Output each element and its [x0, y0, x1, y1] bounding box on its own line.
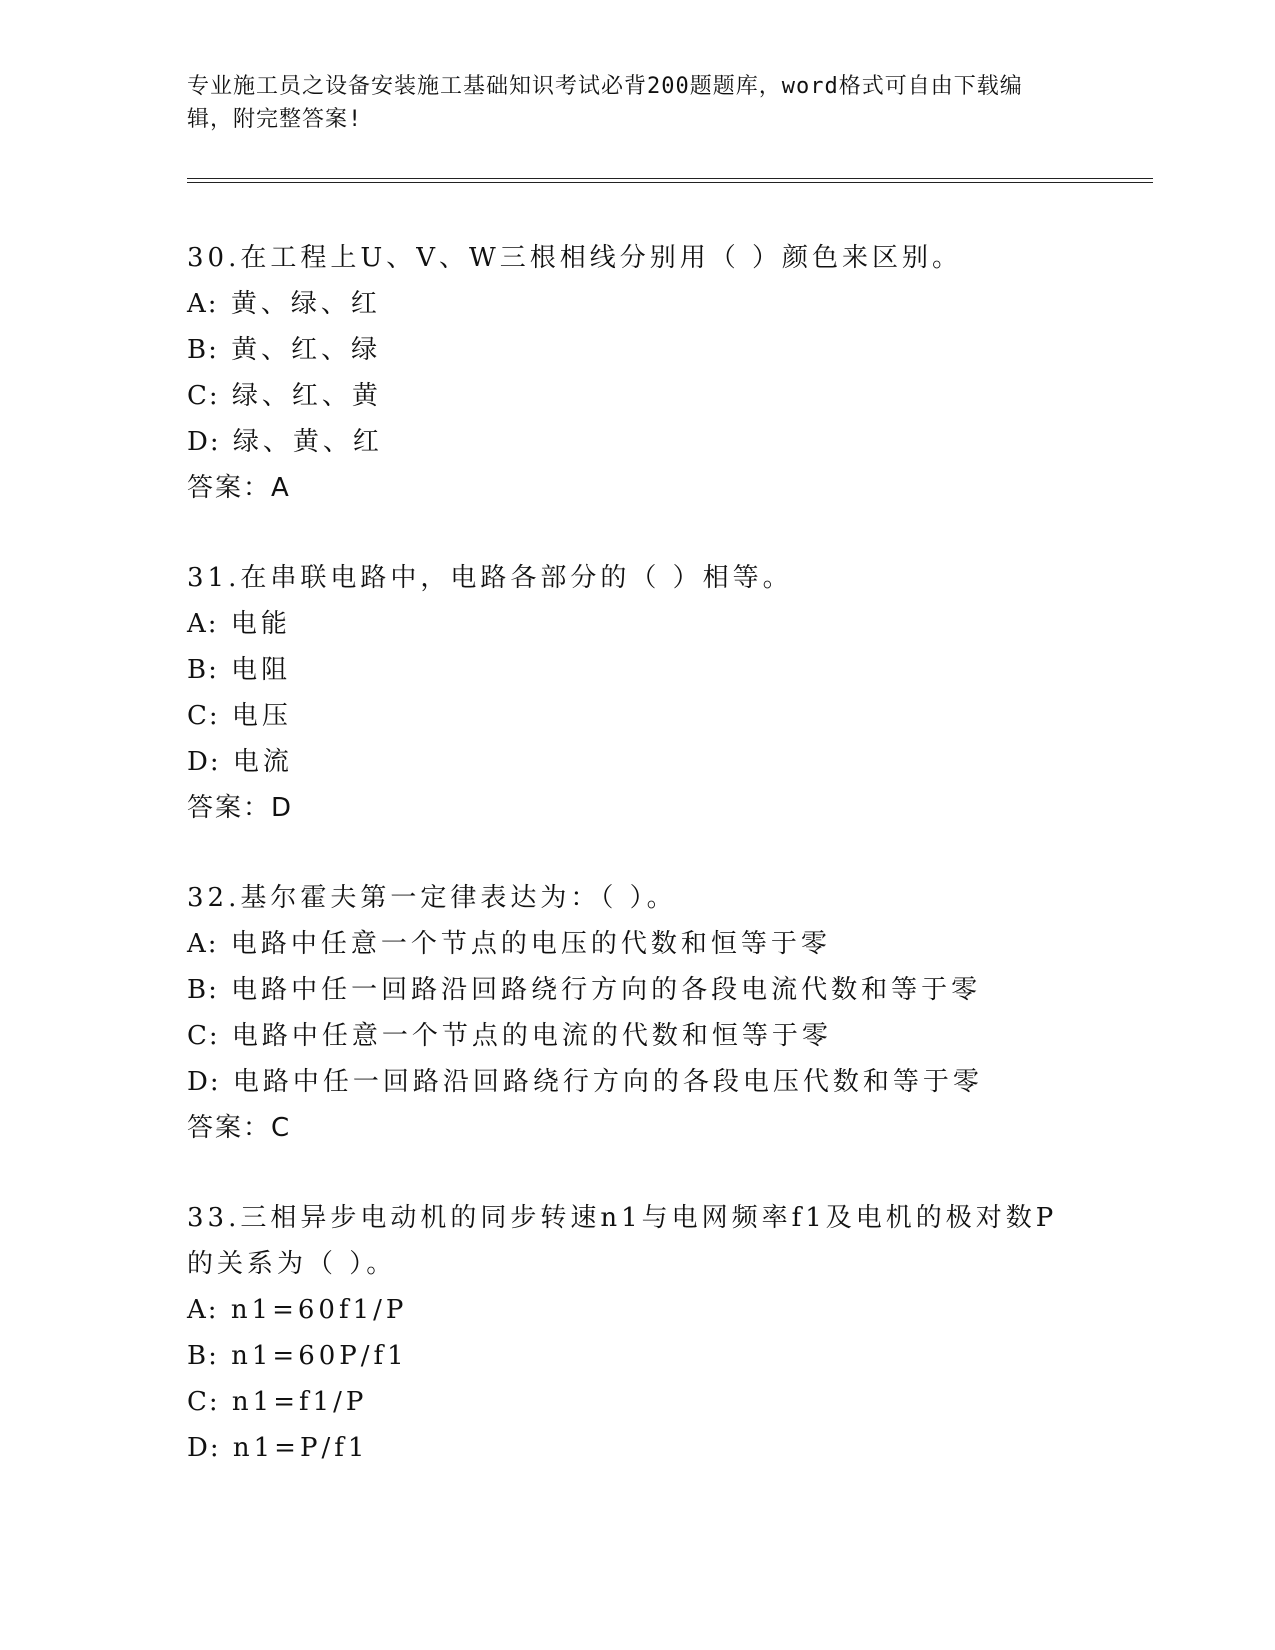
option-text: n1=60f1/P: [230, 1295, 408, 1325]
option-d: [187, 419, 1087, 465]
question-list: [187, 235, 1087, 1515]
answer-line: 答案：A: [187, 473, 291, 503]
question-stem: 32.基尔霍夫第一定律表达为：（ ）。: [187, 883, 677, 913]
option-b: [187, 967, 1087, 1013]
option-a: [187, 1287, 1087, 1333]
header-divider-top: [187, 178, 1153, 179]
answer-line: 答案：D: [187, 793, 294, 823]
question-stem: 33.三相异步电动机的同步转速n1与电网频率f1及电机的极对数P的关系为（ ）。: [187, 1203, 1058, 1279]
option-letter: B:: [187, 335, 219, 365]
option-text: 电路中任意一个节点的电压的代数和恒等于零: [230, 929, 831, 959]
option-letter: D:: [187, 747, 221, 777]
option-text: n1=f1/P: [231, 1387, 368, 1417]
option-c: [187, 1379, 1087, 1425]
option-letter: B:: [187, 975, 219, 1005]
option-text: 黄、绿、红: [230, 289, 381, 319]
option-text: n1=60P/f1: [231, 1341, 408, 1371]
header-divider-bottom: [187, 182, 1153, 183]
option-text: 电流: [232, 747, 293, 777]
option-text: 电路中任一回路沿回路绕行方向的各段电流代数和等于零: [231, 975, 982, 1005]
option-letter: A:: [187, 929, 219, 959]
option-text: 绿、红、黄: [231, 381, 382, 411]
option-letter: C:: [187, 1387, 220, 1417]
option-a: [187, 281, 1087, 327]
option-text: 黄、红、绿: [231, 335, 382, 365]
option-text: 电能: [230, 609, 291, 639]
option-b: [187, 327, 1087, 373]
question-33: [187, 1195, 1087, 1471]
option-d: [187, 739, 1087, 785]
option-letter: B:: [187, 1341, 219, 1371]
option-text: 电路中任一回路沿回路绕行方向的各段电压代数和等于零: [232, 1067, 983, 1097]
option-c: [187, 693, 1087, 739]
document-header: [187, 70, 1067, 136]
option-letter: B:: [187, 655, 219, 685]
option-letter: A:: [187, 289, 219, 319]
option-letter: D:: [187, 427, 221, 457]
option-letter: C:: [187, 381, 220, 411]
option-letter: C:: [187, 1021, 220, 1051]
question-stem: 31.在串联电路中，电路各部分的（ ）相等。: [187, 563, 793, 593]
answer-line: 答案：C: [187, 1113, 292, 1143]
option-letter: C:: [187, 701, 220, 731]
option-a: [187, 601, 1087, 647]
question-31: [187, 555, 1087, 831]
option-letter: A:: [187, 609, 219, 639]
option-text: 电路中任意一个节点的电流的代数和恒等于零: [231, 1021, 832, 1051]
option-c: [187, 373, 1087, 419]
option-letter: D:: [187, 1433, 221, 1463]
option-text: 绿、黄、红: [232, 427, 383, 457]
option-b: [187, 647, 1087, 693]
option-letter: A:: [187, 1295, 219, 1325]
option-d: [187, 1059, 1087, 1105]
option-text: 电阻: [231, 655, 292, 685]
question-32: [187, 875, 1087, 1151]
option-c: [187, 1013, 1087, 1059]
option-d: [187, 1425, 1087, 1471]
option-a: [187, 921, 1087, 967]
question-30: [187, 235, 1087, 511]
header-title: 专业施工员之设备安装施工基础知识考试必背200题题库，word格式可自由下载编辑，附完整答案!: [187, 74, 1023, 132]
question-stem: 30.在工程上U、V、W三根相线分别用（ ）颜色来区别。: [187, 243, 963, 273]
option-b: [187, 1333, 1087, 1379]
option-text: 电压: [231, 701, 292, 731]
option-text: n1=P/f1: [232, 1433, 369, 1463]
option-letter: D:: [187, 1067, 221, 1097]
